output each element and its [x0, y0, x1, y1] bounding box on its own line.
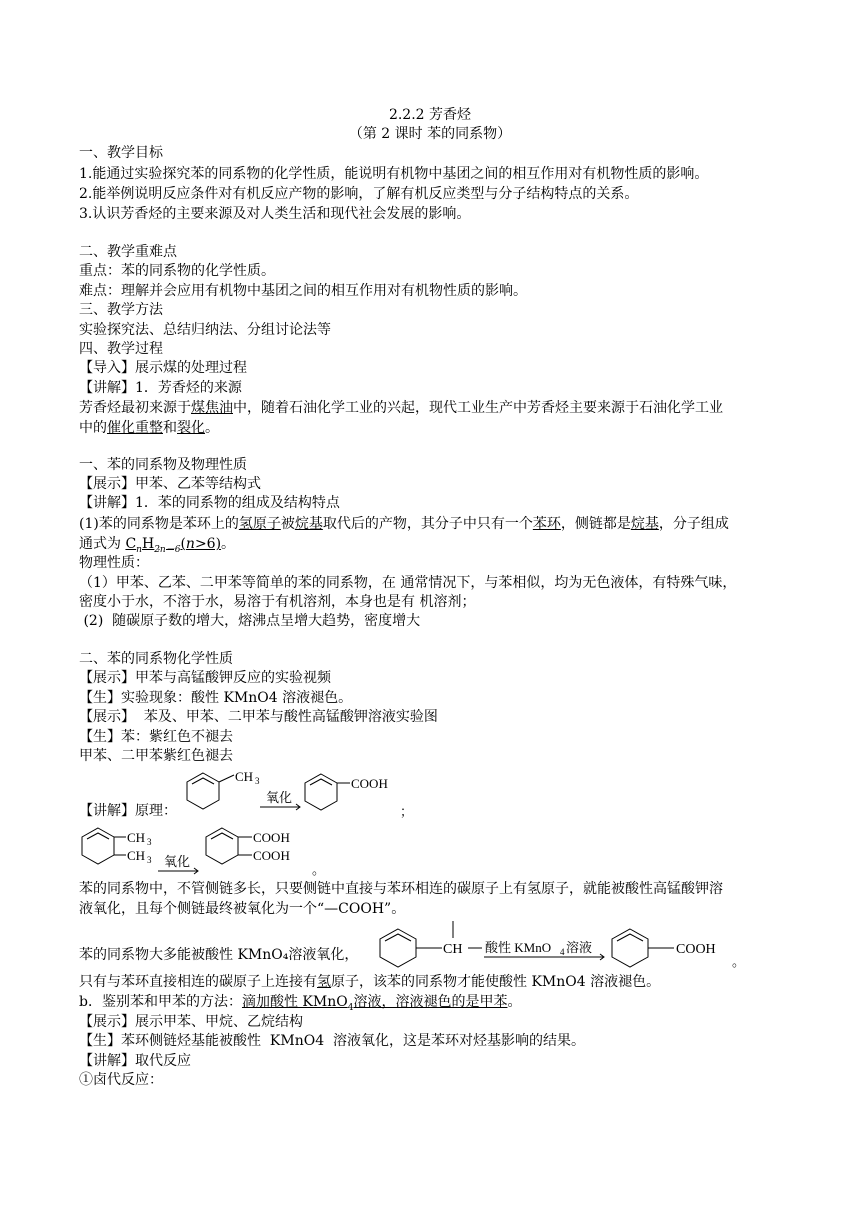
svg-text:3: 3	[255, 776, 260, 786]
show-line: 【展示】展示甲苯、甲烷、乙烷结构	[79, 1014, 303, 1030]
goal-item: 2.能举例说明反应条件对有机反应产物的影响，了解有机反应类型与分子结构特点的关系。	[79, 186, 639, 202]
side-chain-oxidation-equation	[372, 917, 752, 969]
svg-text:COOH: COOH	[253, 848, 290, 863]
composition-line2: 通式为 $C_nH_{2n-6}(n>6)$。	[79, 536, 236, 555]
doc-title: 2.2.2 芳香烃	[388, 107, 472, 123]
student-line: 【生】苯：紫红色不褪去	[79, 729, 233, 745]
lecture-line: 【讲解】1．苯的同系物的组成及结构特点	[79, 495, 340, 511]
svg-text:溶液: 溶液	[566, 940, 593, 955]
svg-text:氧化: 氧化	[164, 854, 191, 869]
section-heading: 一、教学目标	[79, 145, 163, 161]
svg-text:CH: CH	[235, 769, 254, 784]
method-line: b．鉴别苯和甲苯的方法：滴加酸性 KMnO$_4$溶液，溶液褪色的是甲苯。	[79, 994, 522, 1013]
benzoic-acid-structure	[612, 929, 674, 967]
benzoic-acid-structure	[305, 774, 350, 810]
toluene-oxidation-equation	[180, 766, 420, 822]
methods: 实验探究法、总结归纳法、分组讨论法等	[79, 322, 331, 338]
xylene-oxidation-equation	[76, 822, 336, 878]
source-paragraph-line2: 中的催化重整和裂化。	[79, 420, 219, 436]
rule-line: 液氧化，且每个侧链最终被氧化为一个“—COOH”。	[79, 901, 406, 917]
svg-text:CH: CH	[127, 848, 146, 863]
source-paragraph-line1: 芳香烃最初来源于煤焦油中，随着石油化学工业的兴起，现代工业生产中芳香烃主要来源于石油化学工业	[79, 400, 723, 416]
observation-line: 甲苯、二甲苯紫红色褪去	[79, 748, 233, 764]
phys-line: (2) 随碳原子数的增大，熔沸点呈增大趋势，密度增大	[79, 613, 421, 629]
show-line: 【展示】 苯及、甲苯、二甲苯与酸性高锰酸钾溶液实验图	[79, 709, 438, 725]
svg-text:4: 4	[560, 947, 565, 957]
show-line: 【展示】甲苯与高锰酸钾反应的实验视频	[79, 670, 331, 686]
svg-text:COOH: COOH	[676, 942, 716, 957]
svg-text:CH: CH	[443, 942, 463, 957]
alkylbenzene-structure	[380, 921, 482, 967]
rule-line: 苯的同系物大多能被酸性 KMnO₄溶液氧化，	[79, 947, 359, 963]
toluene-structure	[187, 773, 234, 809]
svg-text:3: 3	[147, 855, 152, 865]
key-point: 重点：苯的同系物的化学性质。	[79, 263, 275, 279]
svg-text:。: 。	[312, 862, 326, 877]
intro-line: 【导入】展示煤的处理过程	[79, 360, 247, 376]
svg-text:酸性 KMnO: 酸性 KMnO	[485, 940, 552, 955]
general-formula: $C_nH_{2n-6}(n>6)$	[125, 536, 222, 555]
section-heading: 四、教学过程	[79, 341, 163, 357]
section-heading: 一、苯的同系物及物理性质	[79, 457, 247, 473]
phys-heading: 物理性质：	[79, 555, 149, 571]
phys-line: 密度小于水，不溶于水，易溶于有机溶剂，本身也是有 机溶剂；	[79, 594, 476, 610]
section-heading: 二、教学重难点	[79, 244, 177, 260]
section-heading: 三、教学方法	[79, 302, 163, 318]
goal-item: 1.能通过实验探究苯的同系物的化学性质，能说明有机物中基团之间的相互作用对有机物性质的影响。	[79, 166, 709, 182]
composition-line1: (1)苯的同系物是苯环上的氢原子被烷基取代后的产物，其分子中只有一个苯环，侧链都是烷基，分子组成	[79, 516, 729, 532]
svg-text:。: 。	[732, 954, 746, 969]
rule-line: 苯的同系物中，不管侧链多长，只要侧链中直接与苯环相连的碳原子上有氢原子，就能被酸性高锰酸钾溶	[79, 881, 723, 897]
difficulty: 难点：理解并会应用有机物中基团之间的相互作用对有机物性质的影响。	[79, 283, 527, 299]
halogenation-line: ①卤代反应：	[79, 1072, 163, 1088]
student-line: 【生】实验现象：酸性 KMnO4 溶液褪色。	[79, 690, 353, 706]
show-line: 【展示】甲苯、乙苯等结构式	[79, 476, 261, 492]
svg-text:CH: CH	[127, 830, 146, 845]
lecture-line: 【讲解】原理：	[79, 803, 177, 819]
svg-text:COOH: COOH	[351, 776, 388, 791]
doc-subtitle: （第 2 课时 苯的同系物）	[348, 126, 512, 142]
student-line: 【生】苯环侧链烃基能被酸性 KMnO4 溶液氧化，这是苯环对烃基影响的结果。	[79, 1033, 585, 1049]
section-heading: 二、苯的同系物化学性质	[79, 651, 233, 667]
svg-text:；: ；	[400, 804, 414, 819]
goal-item: 3.认识芳香烃的主要来源及对人类生活和现代社会发展的影响。	[79, 206, 471, 222]
svg-text:氧化: 氧化	[266, 790, 293, 805]
phys-line: （1）甲苯、乙苯、二甲苯等简单的苯的同系物，在 通常情况下，与苯相似，均为无色液体，有特殊气味，	[79, 575, 737, 591]
svg-text:3: 3	[147, 837, 152, 847]
lecture-line: 【讲解】1．芳香烃的来源	[79, 380, 242, 396]
xylene-structure	[82, 828, 126, 864]
rule-line: 只有与苯环直接相连的碳原子上连接有氢原子，该苯的同系物才能使酸性 KMnO4 溶液褪色。	[79, 974, 661, 990]
lecture-line: 【讲解】取代反应	[79, 1053, 191, 1069]
phthalic-acid-structure	[206, 828, 252, 864]
svg-text:COOH: COOH	[253, 830, 290, 845]
